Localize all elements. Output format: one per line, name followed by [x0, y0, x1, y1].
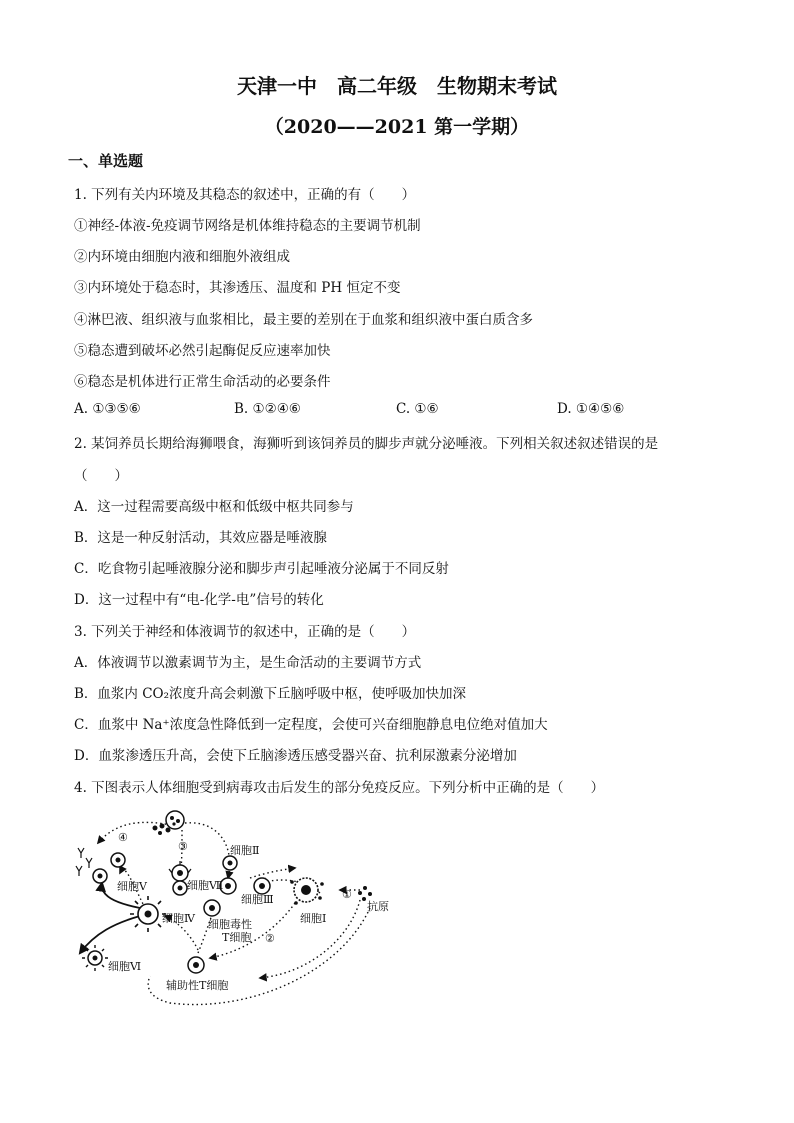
helper-t-cell-icon [188, 957, 204, 973]
label-step-3: ③ [178, 840, 188, 853]
label-cell-v: 细胞Ⅴ [117, 880, 147, 893]
cell-v-icon [93, 853, 125, 883]
question-2-option-d: D．这一过程中有“电-化学-电”信号的转化 [74, 592, 324, 608]
question-3-option-c: C．血浆中 Na⁺浓度急性降低到一定程度，会使可兴奋细胞静息电位绝对值加大 [74, 717, 548, 733]
question-1-item: ⑥稳态是机体进行正常生命活动的必要条件 [74, 374, 331, 390]
question-1-item: ②内环境由细胞内液和细胞外液组成 [74, 249, 290, 265]
section-heading: 一、单选题 [68, 152, 144, 170]
antibody-icon [76, 848, 92, 876]
question-1-item: ⑤稳态遭到破坏必然引起酶促反应速率加快 [74, 343, 331, 359]
label-helper-t: 辅助性T细胞 [166, 979, 229, 992]
question-1-item: ③内环境处于稳态时，其渗透压、温度和 PH 恒定不变 [74, 280, 401, 296]
cell-vi-icon [82, 945, 108, 971]
label-cell-i: 细胞Ⅰ [300, 912, 327, 925]
question-1-item: ④淋巴液、组织液与血浆相比，最主要的差别在于血浆和组织液中蛋白质含多 [74, 312, 533, 328]
exam-title: 天津一中 高二年级 生物期末考试 [237, 74, 557, 98]
label-cell-iv: 细胞Ⅳ [162, 912, 195, 925]
question-3-stem: 3. 下列关于神经和体液调节的叙述中，正确的是（ ） [74, 624, 416, 640]
question-2-option-b: B．这是一种反射活动，其效应器是唾液腺 [74, 530, 327, 546]
cytotoxic-t-cell-icon [204, 900, 220, 916]
question-1-option-c: C. ①⑥ [396, 401, 439, 417]
label-antigen: 抗原 [367, 900, 389, 913]
question-3-option-b: B．血浆内 CO₂浓度升高会刺激下丘脑呼吸中枢，使呼吸加快加深 [74, 686, 467, 702]
question-1-item: ①神经-体液-免疫调节网络是机体维持稳态的主要调节机制 [74, 218, 421, 234]
cell-ii-icon [223, 856, 237, 870]
label-step-4: ④ [118, 831, 128, 844]
label-step-2: ② [265, 932, 275, 945]
question-1-stem: 1. 下列有关内环境及其稳态的叙述中，正确的有（ ） [74, 187, 416, 203]
question-2-stem-cont: （ ） [74, 468, 128, 484]
question-2-stem: 2. 某饲养员长期给海狮喂食，海狮听到该饲养员的脚步声就分泌唾液。下列相关叙述叙述错误的是 [74, 436, 659, 452]
label-cell-vii: 细胞Ⅶ [187, 879, 224, 892]
label-cell-vi: 细胞Ⅵ [108, 960, 142, 973]
question-1-option-a: A. ①③⑤⑥ [74, 401, 141, 417]
exam-subtitle: （2020——2021 第一学期） [264, 116, 530, 138]
pathway-arrow [185, 823, 230, 878]
question-2-option-c: C．吃食物引起唾液腺分泌和脚步声引起唾液分泌属于不同反射 [74, 561, 449, 577]
question-3-option-a: A．体液调节以激素调节为主，是生命活动的主要调节方式 [74, 655, 422, 671]
differentiation-arrow [80, 916, 140, 953]
question-1-option-b: B. ①②④⑥ [234, 401, 301, 417]
question-1-option-d: D. ①④⑤⑥ [557, 401, 625, 417]
question-4-stem: 4. 下图表示人体细胞受到病毒攻击后发生的部分免疫反应。下列分析中正确的是（ ） [74, 780, 605, 796]
cell-iv-icon [130, 896, 166, 932]
pathway-arrow [250, 868, 295, 878]
label-cell-iii: 细胞Ⅲ [241, 893, 274, 906]
label-cell-ii: 细胞Ⅱ [230, 844, 260, 857]
question-2-option-a: A．这一过程需要高级中枢和低级中枢共同参与 [74, 499, 354, 515]
immune-diagram [70, 808, 410, 1018]
antigen-icon [358, 886, 372, 901]
label-cytotoxic-1: 细胞毒性 [208, 918, 252, 931]
cell-iii-icon [254, 878, 270, 894]
question-3-option-d: D．血浆渗透压升高，会使下丘脑渗透压感受器兴奋、抗利尿激素分泌增加 [74, 748, 517, 764]
label-cytotoxic-2: T细胞 [222, 931, 252, 944]
label-step-1: ① [342, 888, 352, 901]
immune-response-figure [70, 808, 410, 1018]
virus-cluster-icon [153, 811, 185, 835]
